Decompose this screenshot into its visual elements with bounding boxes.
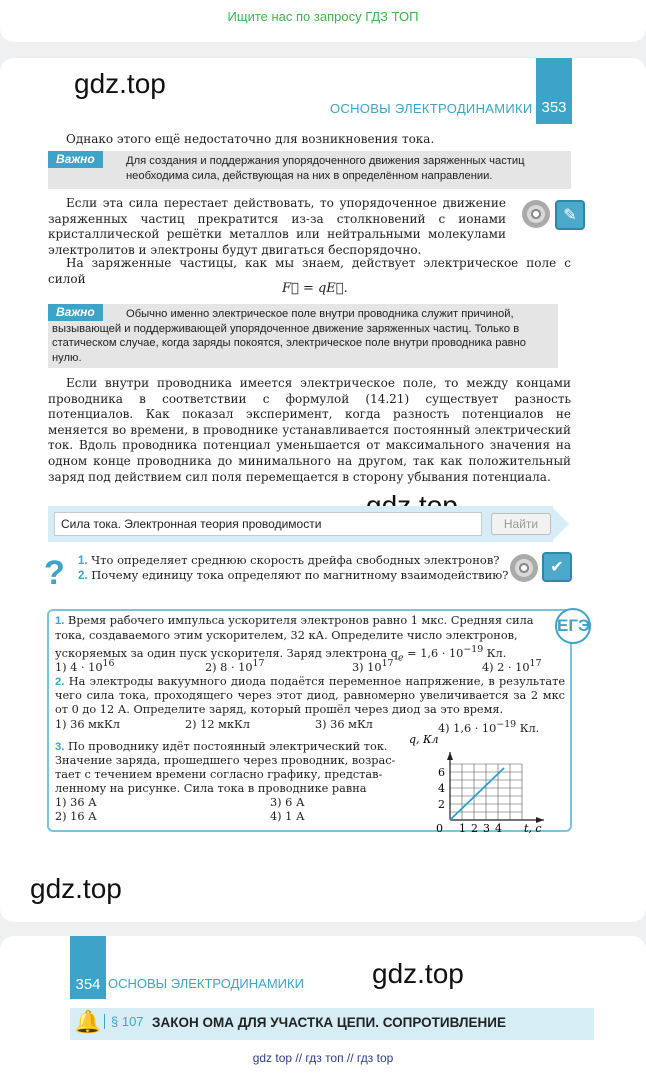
paragraph: На заряженные частицы, как мы знаем, действует электрическое поле с силой — [48, 256, 571, 286]
question-icon: ? — [44, 554, 65, 592]
question-item: 2. Почему единицу тока определяют по магнитному взаимодействию? — [78, 568, 509, 582]
task-line: тока, создаваемого этим ускорителем, 32 кА. Определите число электронов, — [55, 629, 518, 642]
x-axis-label: t, c — [524, 822, 542, 834]
task-option[interactable]: 2) 16 А — [55, 810, 97, 823]
important-box — [48, 304, 558, 368]
cd-disc-icon[interactable] — [522, 200, 550, 228]
section-heading: ЗАКОН ОМА ДЛЯ УЧАСТКА ЦЕПИ. СОПРОТИВЛЕНИЕ — [152, 1015, 506, 1030]
search-button[interactable]: Найти — [491, 513, 551, 535]
task-line: ускоряемых за один пуск ускорителя. Заряд электрона $q_e = 1,6 \cdot 10^{-19}$ Кл. — [55, 644, 507, 664]
task-option[interactable]: 1) 36 А — [55, 796, 97, 809]
checkmark-test-icon[interactable]: ✔ — [542, 552, 572, 582]
footer-links[interactable]: gdz top // гдз топ // гдз top — [252, 1051, 394, 1065]
task-line: Значение заряда, прошедшего через проводник, возрас- — [55, 754, 396, 767]
important-tag: Важно — [48, 304, 103, 321]
page-section-title: ОСНОВЫ ЭЛЕКТРОДИНАМИКИ — [330, 101, 533, 116]
task-option[interactable]: 3) $10^{17}$ — [352, 658, 394, 674]
section-number: § 107 — [104, 1014, 150, 1029]
bell-icon: 🔔 — [74, 1010, 102, 1035]
page-section-title: ОСНОВЫ ЭЛЕКТРОДИНАМИКИ — [108, 976, 304, 991]
x-tick-label: 2 — [471, 822, 478, 834]
task-text: 2. На электроды вакуумного диода подаётся переменное напряжение, в результате чего сила тока, проходящего через этот диод, равномерно увеличивается за 2 мкс от 0 до 12 А. Определите заряд, который прошёл через диод за это время. — [55, 675, 565, 717]
textbook-page-353 — [0, 58, 646, 922]
x-tick-label: 1 — [459, 822, 466, 834]
search-bar — [48, 506, 553, 542]
x-tick-label: 0 — [436, 822, 443, 834]
y-tick-label: 6 — [438, 766, 445, 779]
x-tick-label: 4 — [495, 822, 502, 834]
paragraph: Однако этого ещё недостаточно для возникновения тока. — [66, 132, 435, 146]
important-text: Для создания и поддержания упорядоченного движения заряженных частиц необходима сила, действующая на них в определённом направлении. — [126, 155, 525, 182]
search-input[interactable]: Сила тока. Электронная теория проводимости — [54, 512, 482, 536]
task-option[interactable]: 3) 36 мКл — [315, 718, 373, 731]
search-arrow — [551, 506, 569, 542]
task-option[interactable]: 1) $4 \cdot 10^{16}$ — [55, 658, 115, 674]
chapter-heading-bar — [70, 1008, 594, 1040]
task-line: 3. По проводнику идёт постоянный электрический ток. — [55, 740, 388, 753]
ege-logo-icon: ЕГЭ — [555, 608, 591, 644]
question-item: 1. Что определяет среднюю скорость дрейфа свободных электронов? — [78, 553, 500, 567]
x-tick-label: 3 — [483, 822, 490, 834]
y-tick-label: 2 — [438, 798, 445, 811]
task-option[interactable]: 2) 12 мкКл — [185, 718, 250, 731]
task-option[interactable]: 4) 1 А — [270, 810, 305, 823]
task-option[interactable]: 4) $2 \cdot 10^{17}$ — [482, 658, 542, 674]
charge-time-chart — [405, 734, 555, 834]
paragraph: Если эта сила перестает действовать, то упорядоченное движение заряженных частиц прекратится из-за столкновений с ионами кристаллической решётки металлов или нейтральными молекулами электролитов и электроны будут двигаться беспорядочно. — [48, 196, 506, 257]
task-option[interactable]: 3) 6 А — [270, 796, 305, 809]
task-option[interactable]: 2) $8 \cdot 10^{17}$ — [205, 658, 265, 674]
task-option[interactable]: 1) 36 мкКл — [55, 718, 120, 731]
top-banner — [0, 0, 646, 42]
cd-disc-icon[interactable] — [510, 554, 538, 582]
task-line: 1. Время рабочего импульса ускорителя электронов равно 1 мкс. Средняя сила — [55, 614, 534, 627]
y-tick-label: 4 — [438, 782, 445, 795]
task-line: тает с течением времени согласно графику, представ- — [55, 768, 383, 781]
y-axis-arrow — [447, 752, 453, 760]
page-number: 354 — [70, 936, 106, 999]
textbook-page-354 — [0, 936, 646, 1076]
virtual-lab-icon[interactable]: ✎ — [555, 200, 585, 230]
search-hint-link[interactable]: Ищите нас по запросу ГДЗ ТОП — [227, 9, 419, 24]
important-tag: Важно — [48, 151, 103, 168]
force-formula: F⃗ = qE⃗. — [282, 281, 348, 296]
important-text: Обычно именно электрическое поле внутри проводника служит причиной, вызывающей и поддерживающей упорядоченное движение заряженных частиц. Только в статическом случае, когда заряды покоятся, электрическое поле внутри проводника равно нулю. — [52, 308, 527, 364]
important-box — [48, 151, 571, 189]
task-line: ленному на рисунке. Сила тока в проводнике равна — [55, 782, 367, 795]
watermark: gdz.top — [74, 68, 166, 99]
page-number: 353 — [536, 58, 572, 124]
paragraph: Если внутри проводника имеется электрическое поле, то между концами проводника в соответствии с формулой (14.21) существует разность потенциалов. Как показал эксперимент, когда разность потенциалов не меняется во времени, в проводнике устанавливается постоянный электрический ток. Вдоль проводника потенциал уменьшается от максимального значения на одном конце проводника до минимального на другом, так как положительный заряд под действием сил поля перемещается в сторону убывания потенциала. — [48, 376, 571, 484]
task-option[interactable]: 4) $1,6 \cdot 10^{-19}$ Кл. — [438, 719, 540, 735]
watermark: gdz.top — [30, 873, 122, 904]
y-axis-label: q, Кл — [409, 734, 439, 746]
watermark: gdz.top — [372, 958, 464, 989]
